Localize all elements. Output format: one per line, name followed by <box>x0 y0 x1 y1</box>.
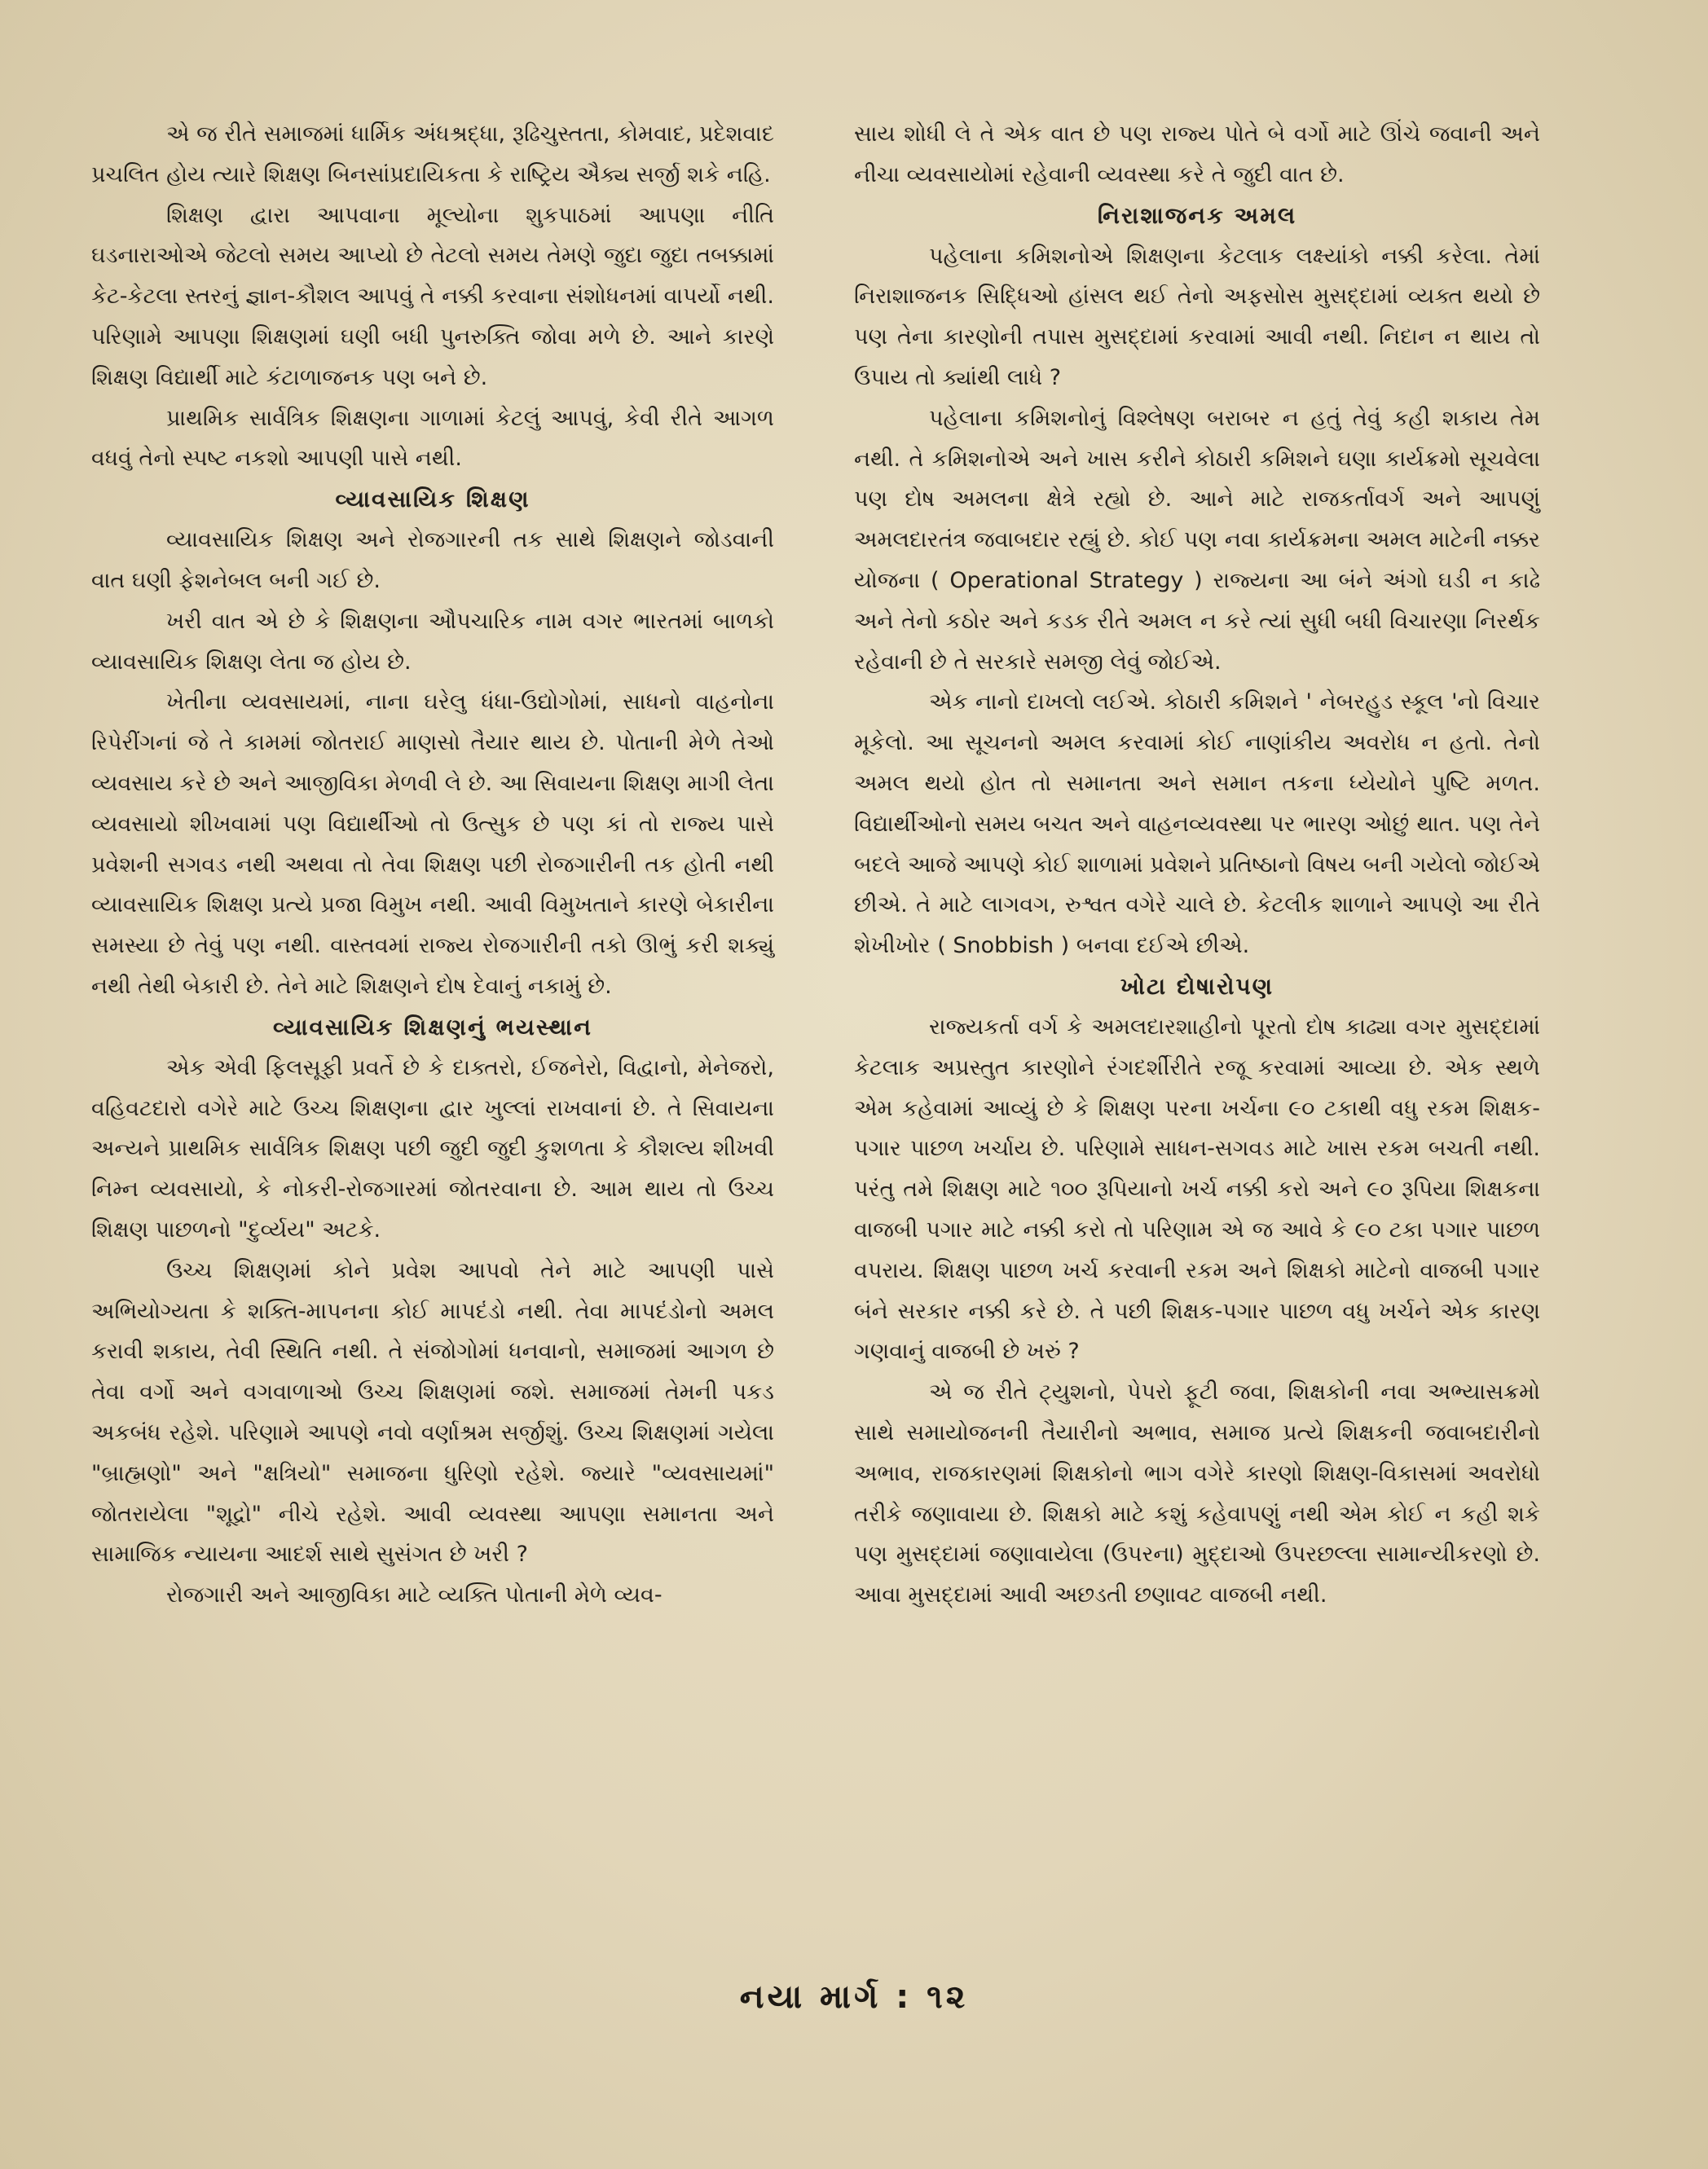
section-heading-disappointing-implementation: નિરાશાજનક અમલ <box>1097 201 1297 229</box>
paragraph: વ્યાવસાયિક શિક્ષણ અને રોજગારની તક સાથે શિક્ષણને જોડવાની વાત ઘણી ફેશનેબલ બની ગઈ છે. <box>91 527 774 593</box>
section-heading-false-blame: ખોટા દોષારોપણ <box>1120 972 1274 1000</box>
section-heading-vocational-education: વ્યાવસાયિક શિક્ષણ <box>335 486 530 513</box>
section-heading-vocational-risk: વ્યાવસાયિક શિક્ષણનું ભયસ્થાન <box>273 1013 592 1041</box>
paragraph: પહેલાના કમિશનોનું વિશ્લેષણ બરાબર ન હતું તેવું કહી શકાય તેમ નથી. તે કમિશનોએ અને ખાસ કરીને કોઠારી કમિશને ઘણા કાર્યક્રમો સૂચવેલા પણ દોષ અમલના ક્ષેત્રે રહ્યો છે. આને માટે રાજકર્તાવર્ગ અને આપણું અમલદારતંત્ર જવાબદાર રહ્યું છે. કોઈ પણ નવા કાર્યક્રમના અમલ માટેની નક્કર યોજના ( Operational Strategy ) રાજ્યના આ બંને અંગો ઘડી ન કાઢે અને તેનો કઠોર અને કડક રીતે અમલ ન કરે ત્યાં સુધી બધી વિચારણા નિરર્થક રહેવાની છે તે સરકારે સમજી લેવું જોઈએ. <box>854 405 1540 675</box>
paragraph: એ જ રીતે ટ્યુશનો, પેપરો ફૂટી જવા, શિક્ષકોની નવા અભ્યાસક્રમો સાથે સમાયોજનની તૈયારીનો અભાવ, સમાજ પ્રત્યે શિક્ષકની જવાબદારીનો અભાવ, રાજકારણમાં શિક્ષકોનો ભાગ વગેરે કારણો શિક્ષણ-વિકાસમાં અવરોધો તરીકે જણાવાયા છે. શિક્ષકો માટે કશું કહેવાપણું નથી એમ કોઈ ન કહી શકે પણ મુસદ્દામાં જણાવાયેલા (ઉપરના) મુદ્દાઓ ઉપરછલ્લા સામાન્યીકરણો છે. આવા મુસદ્દામાં આવી અછડતી છણાવટ વાજબી નથી. <box>854 1379 1540 1608</box>
page-footer: નયા માર્ગ : ૧૨ <box>739 1978 969 2016</box>
paragraph: ખેતીના વ્યવસાયમાં, નાના ઘરેલુ ધંધા-ઉદ્યોગોમાં, સાધનો વાહનોના રિપેરીંગનાં જે તે કામમાં જોતરાઈ માણસો તૈયાર થાય છે. પોતાની મેળે તેઓ વ્યવસાય કરે છે અને આજીવિકા મેળવી લે છે. આ સિવાયના શિક્ષણ માગી લેતા વ્યવસાયો શીખવામાં પણ વિદ્યાર્થીઓ તો ઉત્સુક છે પણ કાં તો રાજ્ય પાસે પ્રવેશની સગવડ નથી અથવા તો તેવા શિક્ષણ પછી રોજગારીની તક હોતી નથી વ્યાવસાયિક શિક્ષણ પ્રત્યે પ્રજા વિમુખ નથી. આવી વિમુખતાને કારણે બેકારીના સમસ્યા છે તેવું પણ નથી. વાસ્તવમાં રાજ્ય રોજગારીની તકો ઊભું કરી શક્યું નથી તેથી બેકારી છે. તેને માટે શિક્ષણને દોષ દેવાનું નકામું છે. <box>91 689 774 999</box>
paragraph: ખરી વાત એ છે કે શિક્ષણના ઔપચારિક નામ વગર ભારતમાં બાળકો વ્યાવસાયિક શિક્ષણ લેતા જ હોય છે. <box>91 608 774 675</box>
paragraph: એક નાનો દાખલો લઈએ. કોઠારી કમિશને ' નેબરહુડ સ્કૂલ 'નો વિચાર મૂકેલો. આ સૂચનનો અમલ કરવામાં કોઈ નાણાંકીય અવરોધ ન હતો. તેનો અમલ થયો હોત તો સમાનતા અને સમાન તકના ધ્યેયોને પુષ્ટિ મળત. વિદ્યાર્થીઓનો સમય બચત અને વાહનવ્યવસ્થા પર ભારણ ઓછું થાત. પણ તેને બદલે આજે આપણે કોઈ શાળામાં પ્રવેશને પ્રતિષ્ઠાનો વિષય બની ગયેલો જોઈએ છીએ. તે માટે લાગવગ, રુશ્વત વગેરે ચાલે છે. કેટલીક શાળાને આપણે આ રીતે શેખીખોર ( Snobbish ) બનવા દઈએ છીએ. <box>854 689 1540 959</box>
paragraph: પહેલાના કમિશનોએ શિક્ષણના કેટલાક લક્ષ્યાંકો નક્કી કરેલા. તેમાં નિરાશાજનક સિદ્ધિઓ હાંસલ થઈ તેનો અફસોસ મુસદ્દામાં વ્યક્ત થયો છે પણ તેના કારણોની તપાસ મુસદ્દામાં કરવામાં આવી નથી. નિદાન ન થાય તો ઉપાય તો ક્યાંથી લાધે ? <box>854 243 1540 390</box>
paragraph: રાજ્યકર્તા વર્ગ કે અમલદારશાહીનો પૂરતો દોષ કાઢ્યા વગર મુસદ્દામાં કેટલાક અપ્રસ્તુત કારણોને રંગદર્શીરીતે રજૂ કરવામાં આવ્યા છે. એક સ્થળે એમ કહેવામાં આવ્યું છે કે શિક્ષણ પરના ખર્ચના ૯૦ ટકાથી વધુ રકમ શિક્ષક-પગાર પાછળ ખર્ચાય છે. પરિણામે સાધન-સગવડ માટે ખાસ રકમ બચતી નથી. પરંતુ તમે શિક્ષણ માટે ૧૦૦ રૂપિયાનો ખર્ચ નક્કી કરો અને ૯૦ રૂપિયા શિક્ષકના વાજબી પગાર માટે નક્કી કરો તો પરિણામ એ જ આવે કે ૯૦ ટકા પગાર પાછળ વપરાય. શિક્ષણ પાછળ ખર્ચ કરવાની રકમ અને શિક્ષકો માટેનો વાજબી પગાર બંને સરકાર નક્કી કરે છે. તે પછી શિક્ષક-પગાર પાછળ વધુ ખર્ચને એક કારણ ગણવાનું વાજબી છે ખરું ? <box>854 1014 1540 1365</box>
paragraph: શિક્ષણ દ્વારા આપવાના મૂલ્યોના શુકપાઠમાં આપણા નીતિ ઘડનારાઓએ જેટલો સમય આપ્યો છે તેટલો સમય તેમણે જુદા જુદા તબક્કામાં કેટ-કેટલા સ્તરનું જ્ઞાન-કૌશલ આપવું તે નક્કી કરવાના સંશોધનમાં વાપર્યો નથી. પરિણામે આપણા શિક્ષણમાં ઘણી બધી પુનરુક્તિ જોવા મળે છે. આને કારણે શિક્ષણ વિદ્યાર્થી માટે કંટાળાજનક પણ બને છે. <box>91 202 774 390</box>
right-column <box>854 114 1540 1616</box>
paragraph: રોજગારી અને આજીવિકા માટે વ્યક્તિ પોતાની મેળે વ્યવ- <box>166 1582 663 1608</box>
paragraph: એ જ રીતે સમાજમાં ધાર્મિક અંધશ્રદ્ધા, રૂઢિચુસ્તતા, કોમવાદ, પ્રદેશવાદ પ્રચલિત હોય ત્યારે શિક્ષણ બિનસાંપ્રદાયિકતા કે રાષ્ટ્રિય ઐક્ય સર્જી શકે નહિ. <box>91 121 774 187</box>
left-column <box>91 114 774 1616</box>
paragraph: એક એવી ફિલસૂફી પ્રવર્તે છે કે દાક્તરો, ઈજનેરો, વિદ્વાનો, મેનેજરો, વહિવટદારો વગેરે માટે ઉચ્ચ શિક્ષણના દ્વાર ખુલ્લાં રાખવાનાં છે. તે સિવાયના અન્યને પ્રાથમિક સાર્વત્રિક શિક્ષણ પછી જુદી જુદી કુશળતા કે કૌશલ્ય શીખવી નિમ્ન વ્યવસાયો, કે નોકરી-રોજગારમાં જોતરવાના છે. આમ થાય તો ઉચ્ચ શિક્ષણ પાછળનો "દુર્વ્યય" અટકે. <box>91 1054 774 1243</box>
paragraph-continued: સાય શોધી લે તે એક વાત છે પણ રાજ્ય પોતે બે વર્ગો માટે ઊંચે જવાની અને નીચા વ્યવસાયોમાં રહેવાની વ્યવસ્થા કરે તે જુદી વાત છે. <box>854 121 1540 187</box>
paragraph: પ્રાથમિક સાર્વત્રિક શિક્ષણના ગાળામાં કેટલું આપવું, કેવી રીતે આગળ વધવું તેનો સ્પષ્ટ નકશો આપણી પાસે નથી. <box>91 405 774 472</box>
paragraph: ઉચ્ચ શિક્ષણમાં કોને પ્રવેશ આપવો તેને માટે આપણી પાસે અભિયોગ્યતા કે શક્તિ-માપનના કોઈ માપદંડો નથી. તેવા માપદંડોનો અમલ કરાવી શકાય, તેવી સ્થિતિ નથી. તે સંજોગોમાં ધનવાનો, સમાજમાં આગળ છે તેવા વર્ગો અને વગવાળાઓ ઉચ્ચ શિક્ષણમાં જશે. સમાજમાં તેમની પકડ અકબંધ રહેશે. પરિણામે આપણે નવો વર્ણાશ્રમ સર્જીશું. ઉચ્ચ શિક્ષણમાં ગયેલા "બ્રાહ્મણો" અને "ક્ષત્રિયો" સમાજના ધુરિણો રહેશે. જ્યારે "વ્યવસાયમાં" જોતરાયેલા "શૂદ્રો" નીચે રહેશે. આવી વ્યવસ્થા આપણા સમાનતા અને સામાજિક ન્યાયના આદર્શ સાથે સુસંગત છે ખરી ? <box>91 1257 774 1568</box>
